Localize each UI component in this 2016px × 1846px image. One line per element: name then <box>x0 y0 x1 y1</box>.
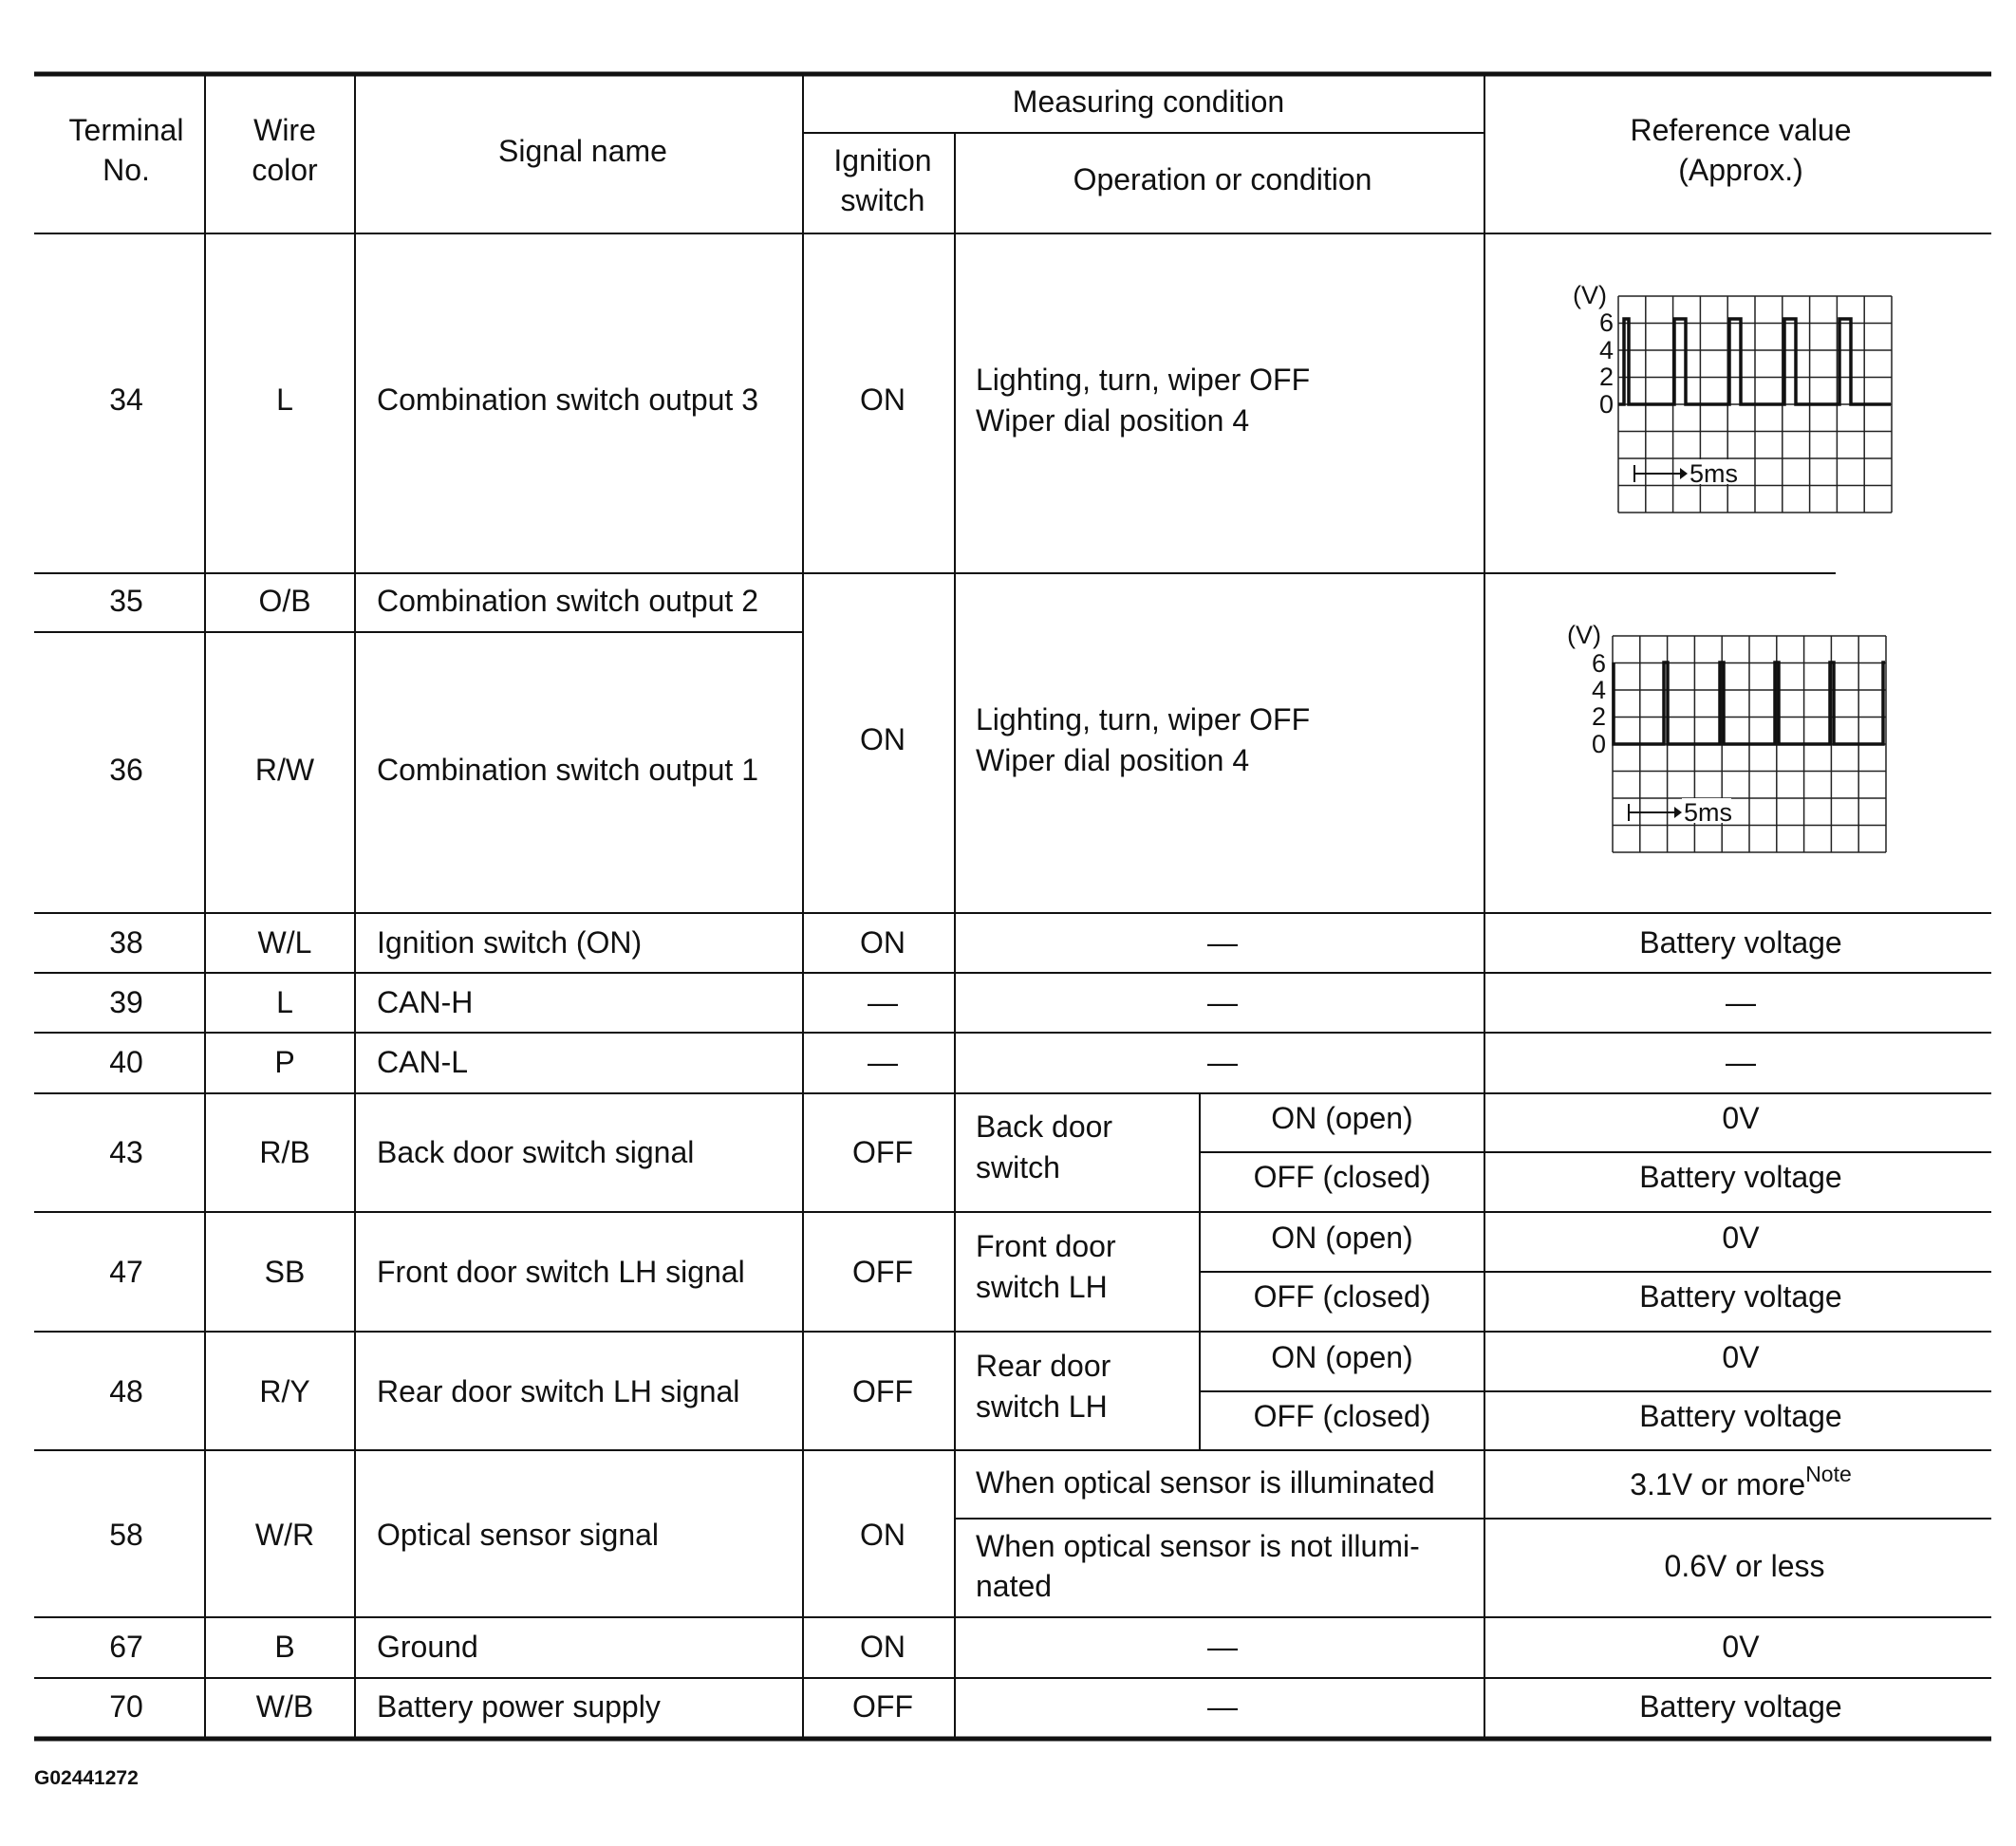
header-wire-color-line2: color <box>252 153 318 187</box>
terminal-number: 40 <box>109 1045 143 1079</box>
graph-unit-label: (V) <box>1573 281 1607 309</box>
reference-value-text: 3.1V or more <box>1630 1467 1806 1501</box>
figure-code: G02441272 <box>34 1767 139 1789</box>
ignition-state: ON <box>860 1518 905 1552</box>
switch-state-on: ON (open) <box>1271 1101 1413 1135</box>
condition-line2: switch LH <box>976 1389 1108 1424</box>
table-row <box>109 584 758 618</box>
signal-name: Ignition switch (ON) <box>377 925 643 960</box>
ignition-state: ON <box>860 722 905 756</box>
table-row <box>109 753 758 787</box>
wire-color: R/Y <box>259 1374 310 1408</box>
wire-color: L <box>276 382 293 417</box>
y-tick-label: 2 <box>1598 363 1614 391</box>
reference-value: 0V <box>1722 1630 1760 1664</box>
condition: — <box>1207 1630 1238 1664</box>
y-tick-label: 0 <box>1598 390 1614 419</box>
ignition-state: OFF <box>852 1689 913 1724</box>
time-scale-label: 5ms <box>1684 798 1733 827</box>
reference-value-off: Battery voltage <box>1639 1399 1842 1433</box>
signal-name: CAN-L <box>377 1045 469 1079</box>
header-wire-color-line1: Wire <box>253 113 316 147</box>
header-measuring-condition: Measuring condition <box>1012 84 1285 119</box>
time-scale-label: 5ms <box>1689 459 1739 488</box>
reference-value-off: Battery voltage <box>1639 1160 1842 1194</box>
terminal-number: 38 <box>109 925 143 960</box>
graph-unit-label: (V) <box>1567 621 1601 649</box>
switch-state-off: OFF (closed) <box>1253 1399 1431 1433</box>
signal-name: Combination switch output 3 <box>377 382 758 417</box>
header-terminal-no-line1: Terminal <box>68 113 184 147</box>
condition-line2: Wiper dial position 4 <box>976 403 1250 438</box>
switch-state-off: OFF (closed) <box>1253 1279 1431 1314</box>
header-operation-or-condition: Operation or condition <box>1073 162 1372 196</box>
wire-color: P <box>274 1045 295 1079</box>
oscilloscope-graph-output-1-2 <box>1567 621 1886 852</box>
signal-name: CAN-H <box>377 985 474 1019</box>
condition: — <box>1207 1045 1238 1079</box>
table-row <box>109 1340 1842 1433</box>
wire-color: W/R <box>254 1518 315 1552</box>
ignition-state: — <box>868 1045 898 1079</box>
reference-value-on: 0V <box>1722 1101 1760 1135</box>
condition-not-illuminated-line2: nated <box>976 1569 1053 1603</box>
condition-line1: Lighting, turn, wiper OFF <box>976 363 1311 397</box>
time-scale-arrow <box>1629 804 1682 821</box>
terminal-number: 70 <box>109 1689 143 1724</box>
terminal-number: 58 <box>109 1518 143 1552</box>
condition-line1: Back door <box>976 1109 1113 1144</box>
table-row <box>109 363 1310 438</box>
ignition-state: OFF <box>852 1135 913 1169</box>
wire-color: L <box>276 985 293 1019</box>
note-superscript: Note <box>1805 1462 1852 1486</box>
reference-value-on: 0V <box>1722 1221 1760 1255</box>
reference-value-on: 0V <box>1722 1340 1760 1374</box>
condition-line1: Front door <box>976 1229 1116 1263</box>
signal-name: Optical sensor signal <box>377 1518 660 1552</box>
table-row <box>109 1630 1760 1664</box>
signal-name: Front door switch LH signal <box>377 1255 745 1289</box>
oscilloscope-graph-output-3 <box>1573 281 1892 513</box>
ignition-state: — <box>868 985 898 1019</box>
ignition-state: ON <box>860 382 905 417</box>
condition-illuminated: When optical sensor is illuminated <box>976 1465 1435 1500</box>
switch-state-on: ON (open) <box>1271 1340 1413 1374</box>
signal-name: Battery power supply <box>377 1689 661 1724</box>
condition: — <box>1207 985 1238 1019</box>
signal-name: Back door switch signal <box>377 1135 695 1169</box>
reference-value: Battery voltage <box>1639 925 1842 960</box>
ignition-state: ON <box>860 1630 905 1664</box>
terminal-number: 39 <box>109 985 143 1019</box>
wire-color: W/L <box>257 925 312 960</box>
terminal-number: 67 <box>109 1630 143 1664</box>
reference-value: — <box>1726 985 1756 1019</box>
reference-value-illuminated <box>1630 1462 1852 1501</box>
header-reference-value-line2: (Approx.) <box>1678 153 1803 187</box>
signal-name: Rear door switch LH signal <box>377 1374 740 1408</box>
header-reference-value-line1: Reference value <box>1630 113 1852 147</box>
reference-value-not-illuminated: 0.6V or less <box>1664 1549 1825 1583</box>
signal-name: Combination switch output 1 <box>377 753 758 787</box>
header-ignition-switch-line1: Ignition <box>833 143 932 177</box>
terminal-number: 34 <box>109 382 143 417</box>
condition-line2: switch <box>976 1150 1060 1184</box>
y-tick-label: 4 <box>1598 336 1614 364</box>
table-row <box>109 985 1756 1019</box>
condition-not-illuminated-line1: When optical sensor is not illumi- <box>976 1529 1420 1563</box>
ignition-state: OFF <box>852 1374 913 1408</box>
table-row <box>109 1045 1756 1079</box>
y-tick-label: 4 <box>1591 676 1606 704</box>
table-row-merged-35-36 <box>860 702 1310 777</box>
time-scale-arrow <box>1634 465 1688 482</box>
condition-line2: Wiper dial position 4 <box>976 743 1250 777</box>
signal-name: Combination switch output 2 <box>377 584 758 618</box>
terminal-number: 35 <box>109 584 143 618</box>
table-row <box>109 1462 1852 1603</box>
reference-value-off: Battery voltage <box>1639 1279 1842 1314</box>
table-row <box>109 1689 1842 1724</box>
wire-color: R/B <box>259 1135 310 1169</box>
condition: — <box>1207 1689 1238 1724</box>
reference-value: Battery voltage <box>1639 1689 1842 1724</box>
switch-state-on: ON (open) <box>1271 1221 1413 1255</box>
terminal-number: 36 <box>109 753 143 787</box>
header-terminal-no-line2: No. <box>103 153 150 187</box>
wire-color: O/B <box>258 584 311 618</box>
header-ignition-switch-line2: switch <box>840 183 925 217</box>
table-row <box>109 925 1842 960</box>
terminal-number: 48 <box>109 1374 143 1408</box>
condition: — <box>1207 925 1238 960</box>
table-row <box>109 1101 1842 1194</box>
y-tick-label: 2 <box>1591 702 1606 731</box>
y-tick-label: 6 <box>1591 649 1606 678</box>
condition-line1: Rear door <box>976 1349 1111 1383</box>
switch-state-off: OFF (closed) <box>1253 1160 1431 1194</box>
wire-color: R/W <box>254 753 315 787</box>
y-tick-label: 6 <box>1598 308 1614 337</box>
ignition-state: OFF <box>852 1255 913 1289</box>
reference-value: — <box>1726 1045 1756 1079</box>
y-tick-label: 0 <box>1591 730 1606 758</box>
table-header <box>69 84 1852 217</box>
table-row <box>109 1221 1842 1314</box>
terminal-number: 43 <box>109 1135 143 1169</box>
terminal-number: 47 <box>109 1255 143 1289</box>
condition-line2: switch LH <box>976 1270 1108 1304</box>
wire-color: B <box>274 1630 295 1664</box>
header-signal-name: Signal name <box>498 134 667 168</box>
wire-color: W/B <box>255 1689 314 1724</box>
wire-color: SB <box>264 1255 306 1289</box>
signal-name: Ground <box>377 1630 478 1664</box>
condition-line1: Lighting, turn, wiper OFF <box>976 702 1311 737</box>
ignition-state: ON <box>860 925 905 960</box>
